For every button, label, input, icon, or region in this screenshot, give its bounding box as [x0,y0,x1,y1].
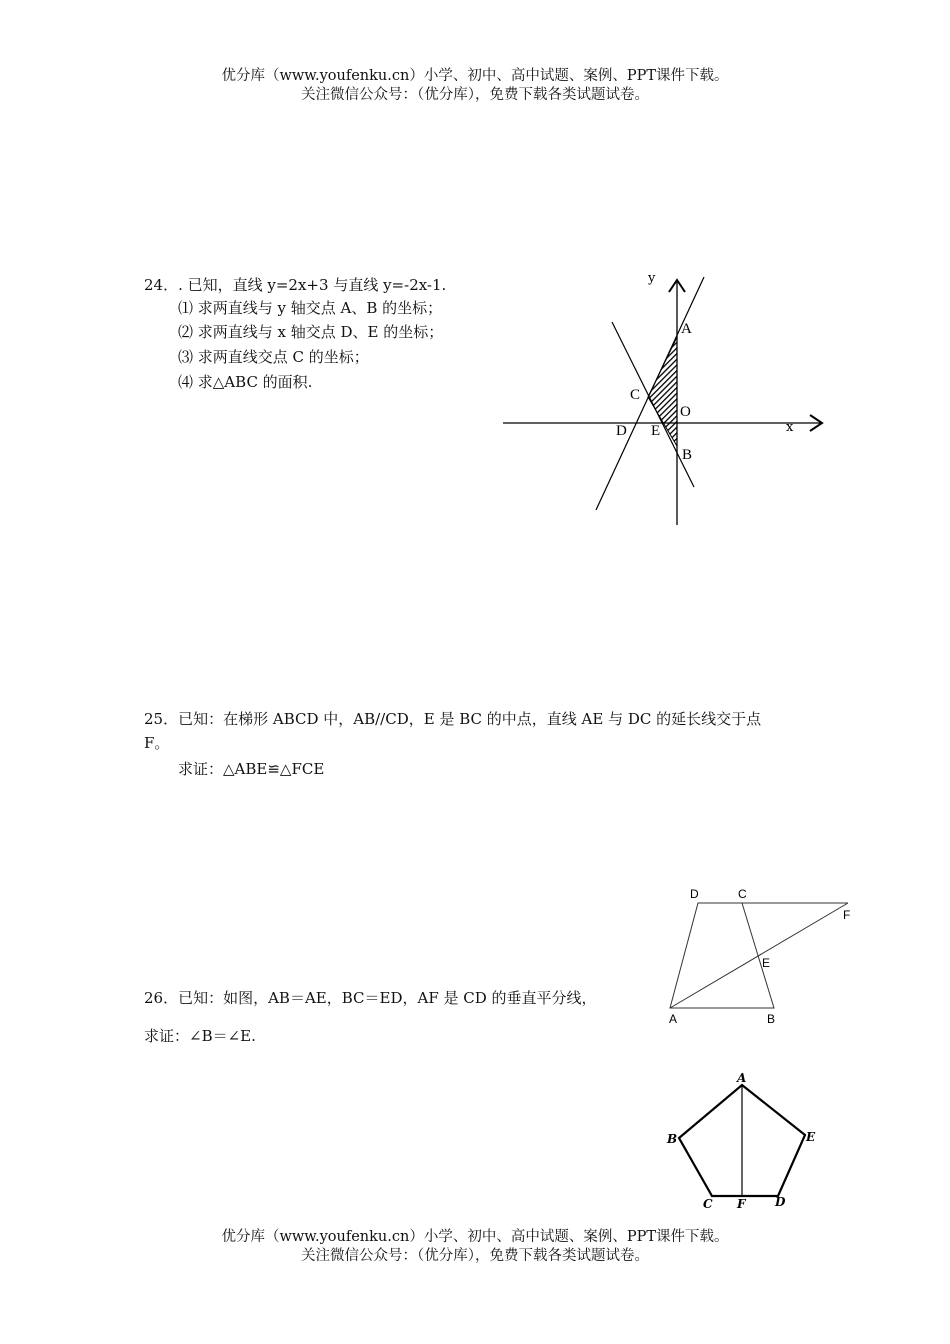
label-A: A [681,321,692,337]
q26-stem: 26．已知：如图，AB＝AE，BC＝ED，AF 是 CD 的垂直平分线， [144,989,597,1007]
label-F: F [843,908,851,922]
label-D: D [616,423,627,439]
q24-part-2: ⑵ 求两直线与 x 轴交点 D、E 的坐标； [178,323,444,341]
header-line-2: 关注微信公众号：（优分库），免费下载各类试题试卷。 [301,87,649,103]
header-line-1: 优分库（www.youfenku.cn）小学、初中、高中试题、案例、PPT课件下载。 [221,68,729,84]
label-E: E [762,956,771,970]
label-C: C [703,1197,713,1211]
label-C: C [630,387,641,403]
label-O: O [680,404,691,420]
label-C: C [738,887,747,901]
footer-line-2: 关注微信公众号：（优分库），免费下载各类试题试卷。 [301,1248,649,1264]
q24-part-1: ⑴ 求两直线与 y 轴交点 A、B 的坐标； [178,299,443,317]
label-B: B [682,447,693,463]
label-A: A [737,1071,747,1085]
label-B: B [767,1012,776,1026]
q25-stem-line-2: F。 [144,734,170,752]
q24-stem: 24．. 已知，直线 y=2x+3 与直线 y=-2x-1. [144,276,447,294]
label-E: E [806,1130,816,1144]
q24-part-3: ⑶ 求两直线交点 C 的坐标； [178,348,369,366]
label-A: A [669,1012,678,1026]
label-y: y [648,271,656,286]
label-E: E [651,423,661,439]
q24-part-4: ⑷ 求△ABC 的面积. [178,373,313,391]
q26-prove: 求证：∠B＝∠E. [144,1027,256,1045]
footer-line-1: 优分库（www.youfenku.cn）小学、初中、高中试题、案例、PPT课件下载。 [221,1229,729,1245]
label-x: x [786,420,794,435]
label-D: D [775,1195,786,1209]
q25-prove: 求证：△ABE≌△FCE [178,760,325,778]
label-B: B [667,1132,678,1146]
label-F: F [737,1197,746,1211]
q25-stem-line-1: 25．已知：在梯形 ABCD 中，AB//CD，E 是 BC 的中点，直线 AE 与 DC 的延长线交于点 [144,710,762,728]
label-D: D [690,887,699,901]
